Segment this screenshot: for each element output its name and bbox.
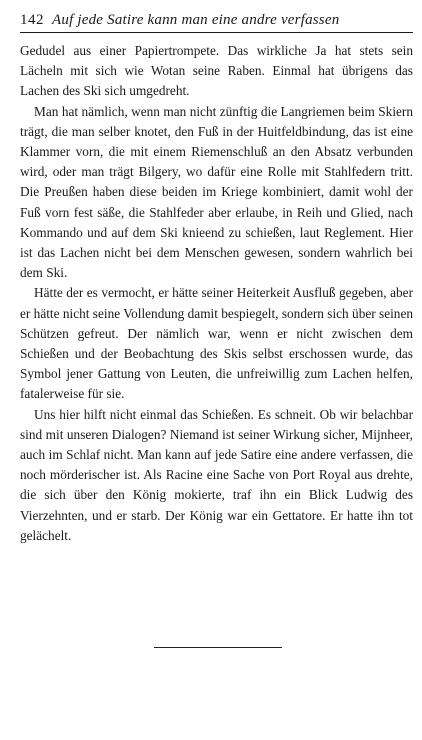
page-number: 142 (20, 12, 44, 28)
paragraph: Gedudel aus einer Papiertrompete. Das wirkliche Ja hat stets sein Lächeln mit sich wie Wotan seine Raben. Einmal hat übrigens das Lachen des Ski sich umgedreht. (20, 43, 413, 99)
section-end-rule (154, 647, 282, 648)
paragraph: Uns hier hilft nicht einmal das Schießen. Es schneit. Ob wir belachbar sind mit unseren Dialogen? Niemand ist seiner Wirkung sicher, Mijnheer, auch im Schlaf nicht. Man kann auf jede Satire eine andere verfassen, die noch mörderischer ist. Als Racine eine Sache von Port Royal aus drehte, die sich über den König mokierte, traf ihn ein Blick Ludwig des Vierzehnten, und er starb. Der König war ein Gettatore. Er hatte ihn tot gelächelt. (20, 406, 413, 543)
paragraph: Man hat nämlich, wenn man nicht zünftig die Langriemen beim Skiern trägt, die man selber knotet, den Fuß in der Huitfeldbindung, das ist eine Klammer vorn, die mit einem Riemenschluß an den Absatz verbunden wird, oder man trägt Bilgery, wo dafür eine Rolle mit Stahlfedern tritt. Die Preußen haben diese beiden im Kriege kombiniert, damit wohl der Fuß vorn fest säße, die Stahlfeder aber erlaube, in Reih und Glied, nach Kommando und auf dem Ski knieend zu schießen, laut Reglement. Hier ist das Lachen nicht bei dem Menschen gewesen, sondern wahrlich bei dem Ski. (20, 103, 413, 281)
body-text (20, 41, 413, 546)
book-page (20, 10, 413, 546)
running-head (20, 10, 413, 33)
paragraph: Hätte der es vermocht, er hätte seiner Heiterkeit Ausfluß gegeben, aber er hätte nicht seine Vollendung damit bespiegelt, sondern sich über seinen Schützen gefreut. Der nämlich war, wenn er nicht zwischen dem Schießen und der Beobachtung des Skis selbst erschossen wurde, das Symbol jener Gattung von Leuten, die unfreiwillig zum Lachen helfen, fatalerweise für sie. (20, 285, 413, 402)
running-title: Auf jede Satire kann man eine andre verfassen (52, 12, 340, 28)
